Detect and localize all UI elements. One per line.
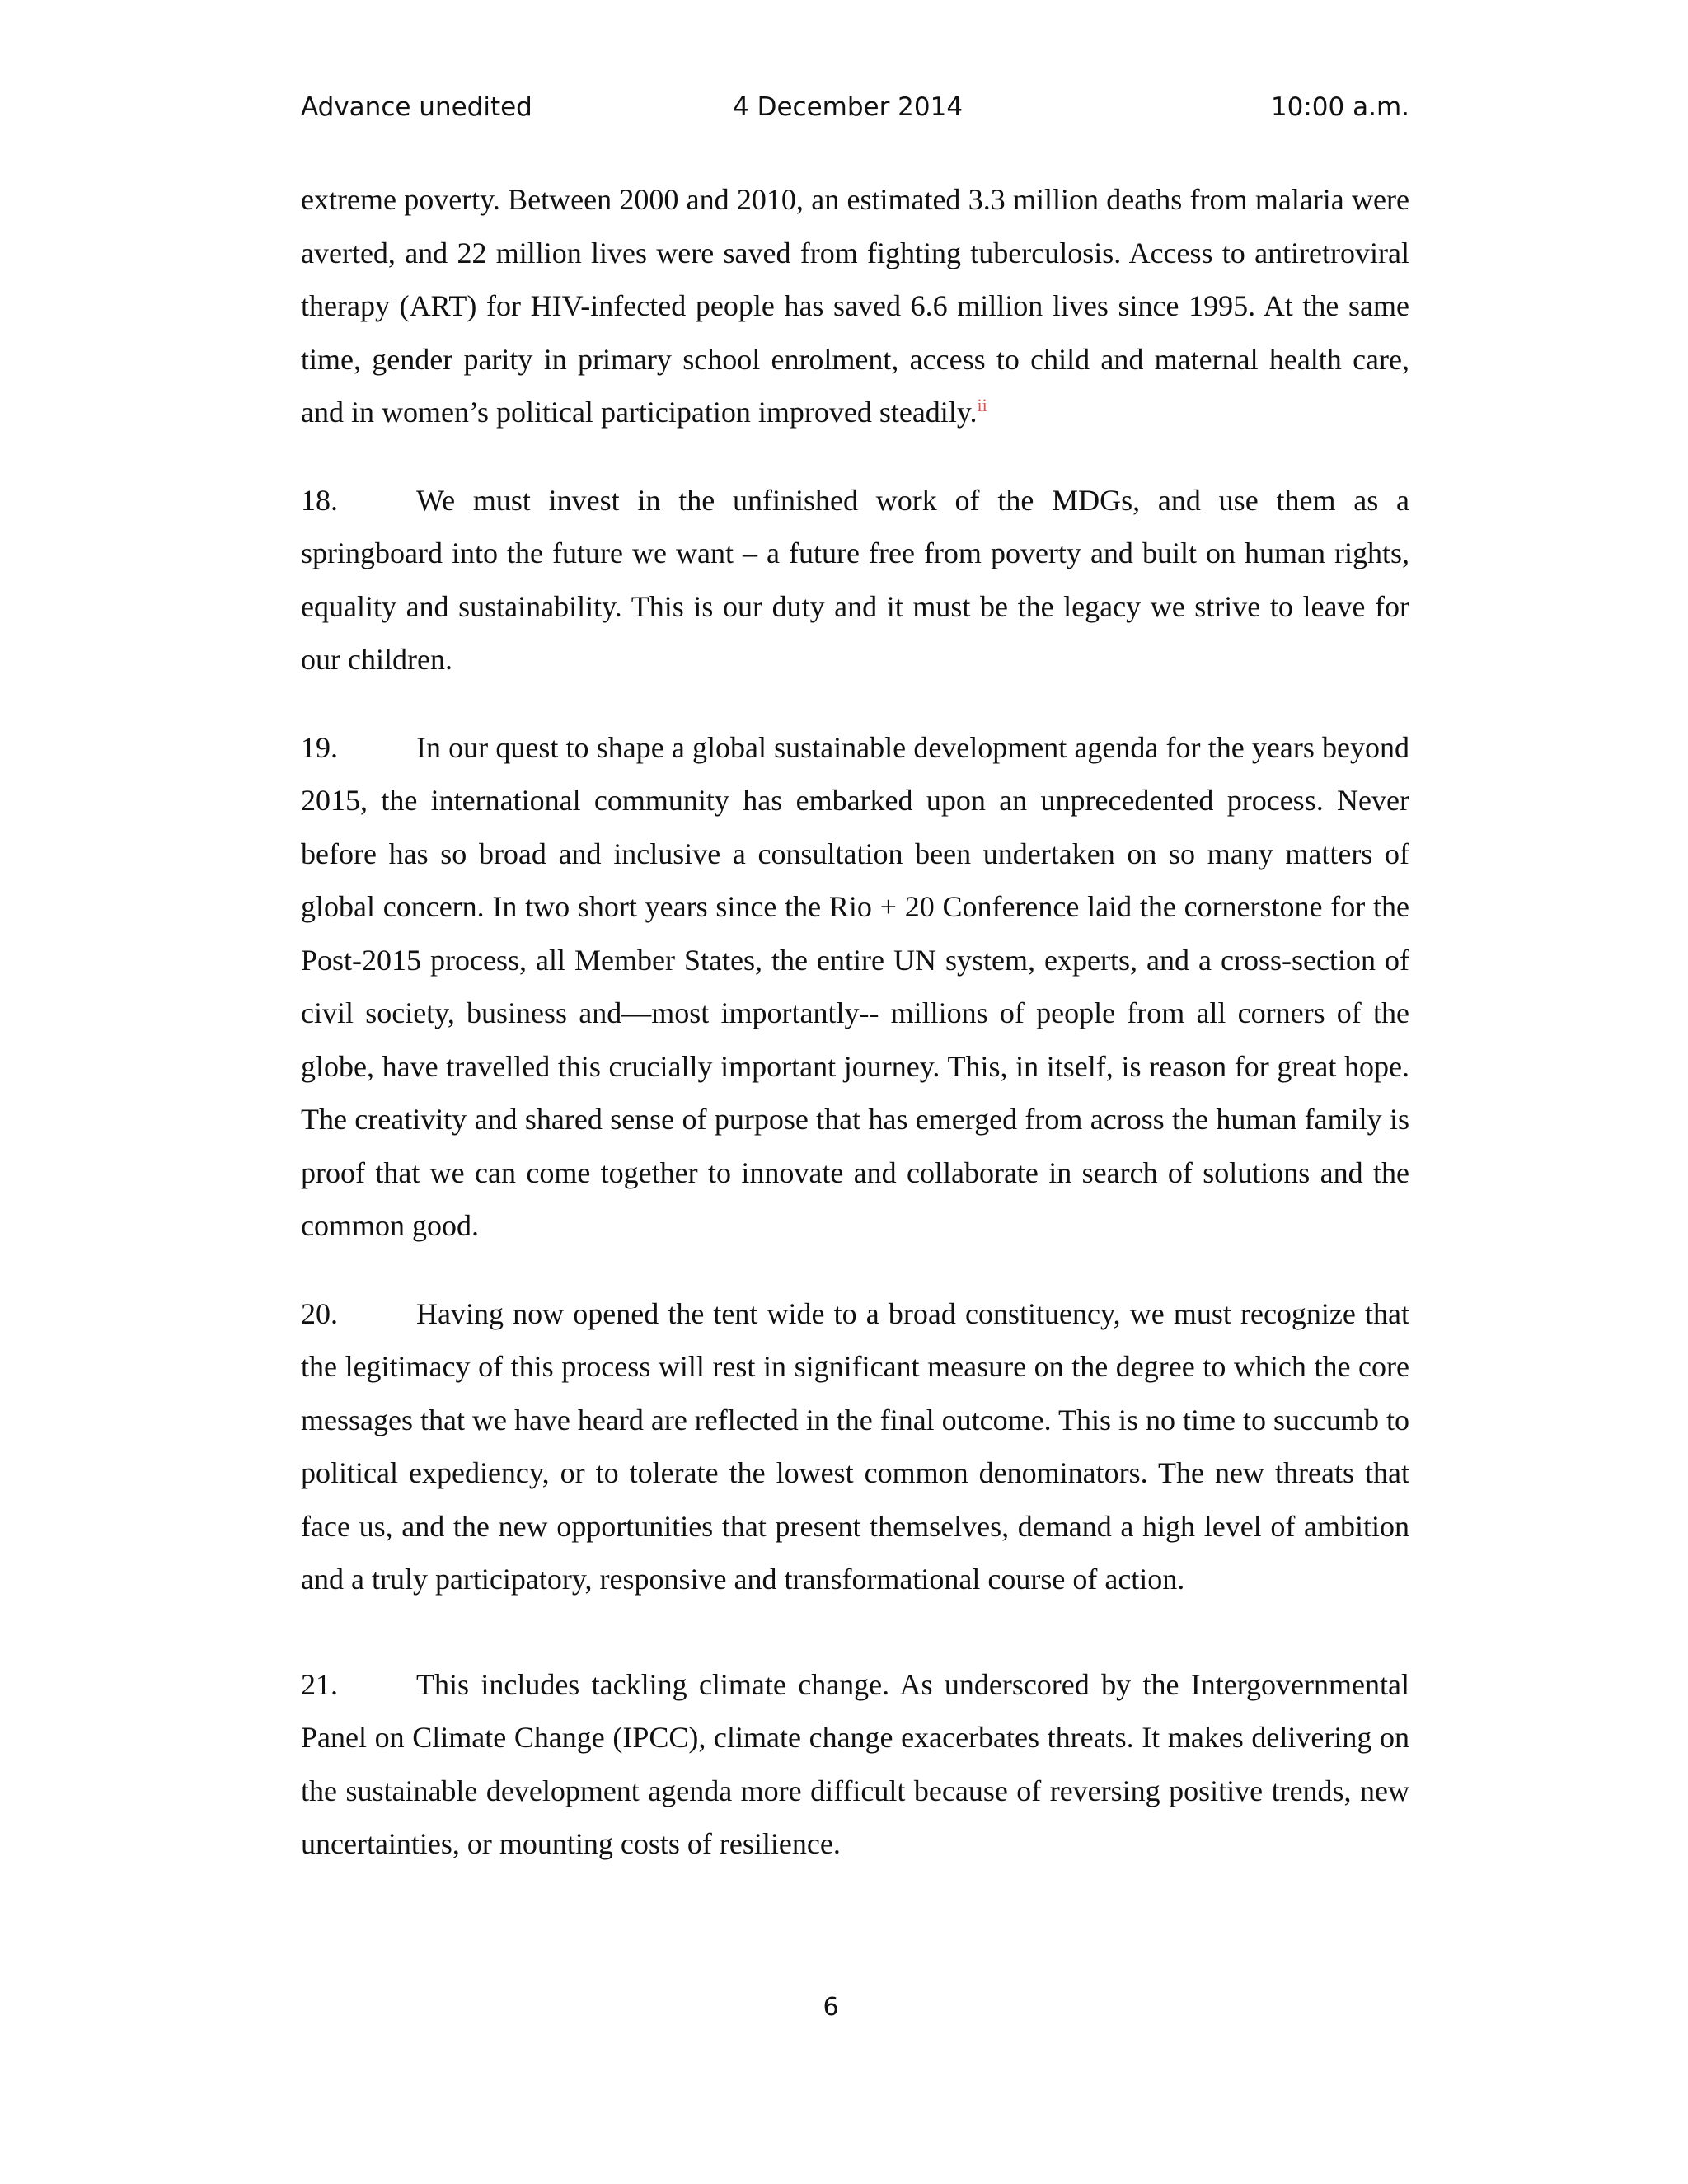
paragraph-text: Having now opened the tent wide to a broad constituency, we must recognize that the legitimacy of this process will rest in significant measure on the degree to which the core messages that we have heard are reflected in the final outcome. This is no time to succumb to political expediency, or to tolerate the lowest common denominators. The new threats that face us, and the new opportunities that present themselves, demand a high level of ambition and a truly participatory, responsive and transformational course of action. xyxy=(301,1296,1409,1596)
paragraph-number: 18. xyxy=(301,483,338,517)
page-number: 6 xyxy=(823,1993,839,2022)
document-body xyxy=(301,173,1409,1871)
header-status: Advance unedited xyxy=(301,92,532,122)
paragraph-text: We must invest in the unfinished work of the MDGs, and use them as a springboard into the future we want – a future free from poverty and built on human rights, equality and sustainability. This is our duty and it must be the legacy we strive to leave for our children. xyxy=(301,483,1409,676)
paragraph-number: 19. xyxy=(301,730,338,764)
paragraph-continuation xyxy=(301,173,1409,439)
paragraph-text: In our quest to shape a global sustainable development agenda for the years beyond 2015, the international community has embarked upon an unprecedented process. Never before has so broad and inclusive a consultation been undertaken on so many matters of global concern. In two short years since the Rio + 20 Conference laid the cornerstone for the Post-2015 process, all Member States, the entire UN system, experts, and a cross-section of civil society, business and—most importantly-- millions of people from all corners of the globe, have travelled this crucially important journey. This, in itself, is reason for great hope. The creativity and shared sense of purpose that has emerged from across the human family is proof that we can come together to innovate and collaborate in search of solutions and the common good. xyxy=(301,730,1409,1242)
paragraph-text: This includes tackling climate change. As underscored by the Intergovernmental Panel on Climate Change (IPCC), climate change exacerbates threats. It makes delivering on the sustainable development agenda more difficult because of reversing positive trends, new uncertainties, or mounting costs of resilience. xyxy=(301,1667,1409,1860)
page-header xyxy=(301,92,1409,129)
paragraph-number: 21. xyxy=(301,1667,338,1701)
paragraph-18 xyxy=(301,474,1409,687)
paragraph-19 xyxy=(301,721,1409,1253)
paragraph-number: 20. xyxy=(301,1296,338,1330)
footnote-reference[interactable]: ii xyxy=(977,395,987,415)
header-date: 4 December 2014 xyxy=(733,92,964,122)
header-time: 10:00 a.m. xyxy=(1270,92,1409,122)
paragraph-21 xyxy=(301,1658,1409,1871)
paragraph-20 xyxy=(301,1287,1409,1606)
paragraph-text: extreme poverty. Between 2000 and 2010, an estimated 3.3 million deaths from malaria were averted, and 22 million lives were saved from fighting tuberculosis. Access to antiretroviral therapy (ART) for HIV-infected people has saved 6.6 million lives since 1995. At the same time, gender parity in primary school enrolment, access to child and maternal health care, and in women’s political participation improved steadily. xyxy=(301,183,1409,429)
